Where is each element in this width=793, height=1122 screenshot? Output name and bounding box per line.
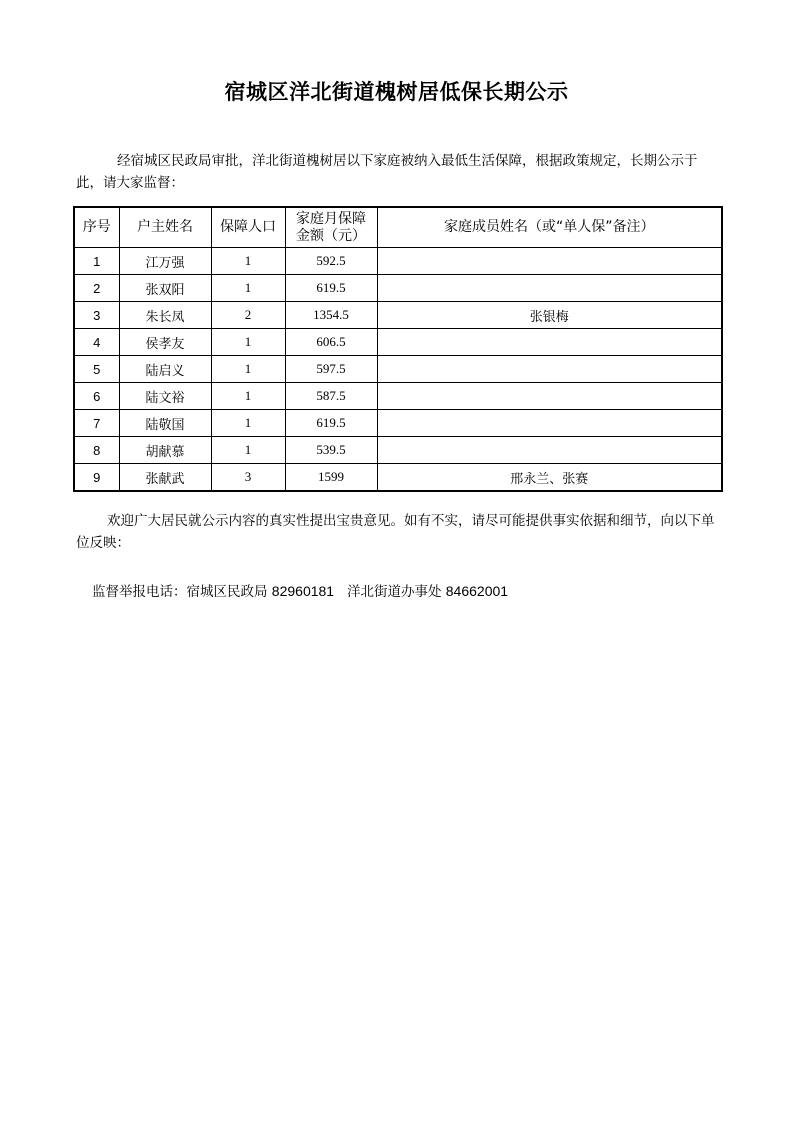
table-header-row bbox=[74, 207, 722, 248]
cell-population: 1 bbox=[211, 410, 285, 437]
cell-index: 3 bbox=[74, 302, 119, 329]
header-amount-line2: 金额（元） bbox=[296, 227, 366, 244]
table-row bbox=[74, 383, 722, 410]
hotline-label: 监督举报电话： bbox=[92, 584, 187, 600]
cell-members bbox=[377, 329, 722, 356]
cell-population: 1 bbox=[211, 275, 285, 302]
hotline-phone-subdistrict: 84662001 bbox=[445, 583, 509, 599]
page-title: 宿城区洋北街道槐树居低保长期公示 bbox=[224, 79, 569, 104]
cell-amount: 619.5 bbox=[285, 410, 377, 437]
hotline-office-subdistrict: 洋北街道办事处 bbox=[346, 584, 442, 600]
cell-head-name: 朱长凤 bbox=[119, 302, 211, 329]
assistance-table bbox=[73, 206, 723, 492]
cell-members bbox=[377, 356, 722, 383]
cell-index: 7 bbox=[74, 410, 119, 437]
cell-population: 1 bbox=[211, 329, 285, 356]
cell-index: 4 bbox=[74, 329, 119, 356]
cell-head-name: 张双阳 bbox=[119, 275, 211, 302]
cell-members bbox=[377, 437, 722, 464]
cell-population: 2 bbox=[211, 302, 285, 329]
header-amount bbox=[285, 207, 377, 248]
table-row bbox=[74, 248, 722, 275]
table-row bbox=[74, 410, 722, 437]
cell-index: 2 bbox=[74, 275, 119, 302]
table-row bbox=[74, 329, 722, 356]
header-index: 序号 bbox=[74, 207, 119, 248]
cell-amount: 587.5 bbox=[285, 383, 377, 410]
cell-amount: 597.5 bbox=[285, 356, 377, 383]
cell-amount: 606.5 bbox=[285, 329, 377, 356]
cell-head-name: 张献武 bbox=[119, 464, 211, 492]
table-row bbox=[74, 302, 722, 329]
table-row bbox=[74, 437, 722, 464]
hotline-line bbox=[92, 580, 732, 603]
closing-paragraph: 欢迎广大居民就公示内容的真实性提出宝贵意见。如有不实，请尽可能提供事实依据和细节，向以下单位反映： bbox=[76, 513, 715, 551]
table-row bbox=[74, 275, 722, 302]
cell-head-name: 陆启义 bbox=[119, 356, 211, 383]
cell-amount: 1599 bbox=[285, 464, 377, 492]
hotline-office-civil-affairs: 宿城区民政局 bbox=[186, 584, 268, 600]
cell-members: 邢永兰、张赛 bbox=[377, 464, 722, 492]
cell-members bbox=[377, 383, 722, 410]
cell-population: 1 bbox=[211, 356, 285, 383]
header-members: 家庭成员姓名（或“单人保”备注） bbox=[377, 207, 722, 248]
cell-population: 3 bbox=[211, 464, 285, 492]
cell-amount: 592.5 bbox=[285, 248, 377, 275]
cell-population: 1 bbox=[211, 437, 285, 464]
cell-members: 张银梅 bbox=[377, 302, 722, 329]
header-head-name: 户主姓名 bbox=[119, 207, 211, 248]
cell-index: 6 bbox=[74, 383, 119, 410]
cell-head-name: 江万强 bbox=[119, 248, 211, 275]
intro-paragraph: 经宿城区民政局审批，洋北街道槐树居以下家庭被纳入最低生活保障，根据政策规定，长期公示于此，请大家监督： bbox=[76, 153, 698, 191]
cell-head-name: 胡献慕 bbox=[119, 437, 211, 464]
cell-index: 5 bbox=[74, 356, 119, 383]
table-row bbox=[74, 464, 722, 492]
cell-members bbox=[377, 248, 722, 275]
cell-head-name: 陆文裕 bbox=[119, 383, 211, 410]
header-amount-line1: 家庭月保障 bbox=[296, 210, 366, 227]
hotline-phone-civil-affairs: 82960181 bbox=[271, 583, 335, 599]
cell-population: 1 bbox=[211, 383, 285, 410]
cell-members bbox=[377, 410, 722, 437]
cell-members bbox=[377, 275, 722, 302]
cell-amount: 619.5 bbox=[285, 275, 377, 302]
header-population: 保障人口 bbox=[211, 207, 285, 248]
cell-head-name: 侯孝友 bbox=[119, 329, 211, 356]
cell-population: 1 bbox=[211, 248, 285, 275]
cell-index: 9 bbox=[74, 464, 119, 492]
cell-index: 8 bbox=[74, 437, 119, 464]
table-row bbox=[74, 356, 722, 383]
cell-head-name: 陆敬国 bbox=[119, 410, 211, 437]
cell-index: 1 bbox=[74, 248, 119, 275]
cell-amount: 1354.5 bbox=[285, 302, 377, 329]
cell-amount: 539.5 bbox=[285, 437, 377, 464]
